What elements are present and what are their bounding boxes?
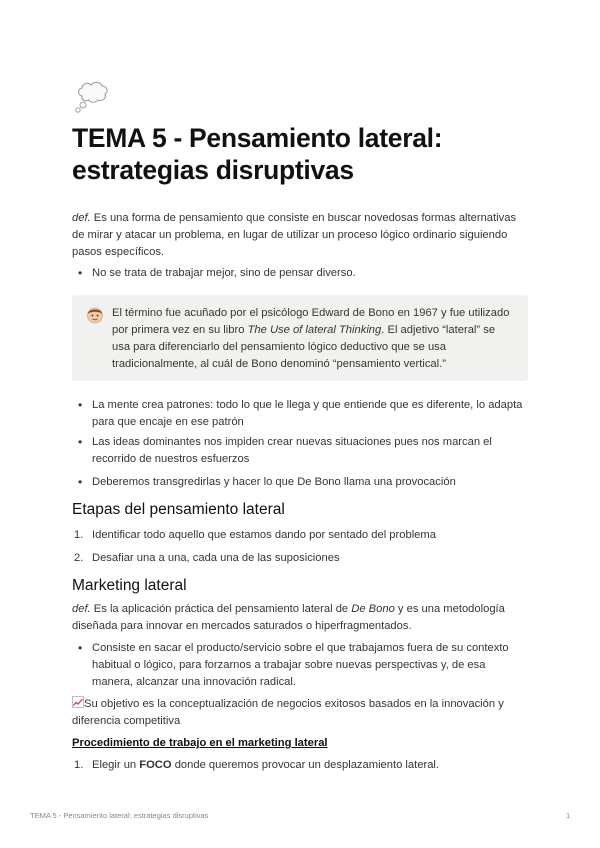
section-heading-etapas: Etapas del pensamiento lateral (72, 501, 285, 518)
bullet-text: La mente crea patrones: todo lo que le llega y que entiende que es diferente, lo adapta para que encaje en ese patrón (92, 399, 523, 428)
list-item (74, 640, 528, 691)
list-item (74, 474, 528, 491)
intro-paragraph (72, 210, 528, 261)
bullet-text: Las ideas dominantes nos impiden crear nuevas situaciones pues nos marcan el recorrido de nuestros esfuerzos (92, 436, 492, 465)
item-text: Identificar todo aquello que estamos dando por sentado del problema (92, 529, 436, 541)
item-text: donde queremos provocar un desplazamiento lateral. (171, 759, 440, 771)
callout-text (112, 305, 516, 373)
callout-box (72, 295, 528, 381)
numbered-item (74, 757, 528, 774)
def-label: def. (72, 603, 91, 615)
bullet-dot: • (78, 266, 83, 280)
objective-paragraph (72, 696, 528, 730)
bullet-text: Consiste en sacar el producto/servicio sobre el que trabajamos fuera de su contexto habitual o lógico, para forzarnos a trabajar sobre nuevas perspectivas y, de esa manera, alcanzar una innovación radical. (92, 642, 509, 688)
list-item (74, 265, 528, 282)
bullet-dot: • (78, 435, 83, 449)
item-bold-text: FOCO (139, 759, 172, 771)
numbered-item (74, 527, 528, 544)
thought-balloon-icon (72, 80, 112, 114)
list-item (74, 434, 528, 468)
item-text: Desafiar una a una, cada una de las suposiciones (92, 552, 340, 564)
bullet-dot: • (78, 475, 83, 489)
list-item (74, 397, 528, 431)
bullet-text: Deberemos transgredirlas y hacer lo que De Bono llama una provocación (92, 476, 456, 488)
section-heading-marketing: Marketing lateral (72, 577, 187, 594)
objective-text: Su objetivo es la conceptualización de negocios exitosos basados en la innovación y diferencia competitiva (72, 698, 504, 727)
callout-text-part: . El adjetivo “lateral” se usa para diferenciarlo del pensamiento lógico deductivo que se usa tradicionalmente, al cuál de Bono denominó “pensamiento vertical.” (112, 324, 496, 370)
definition-text: y es una metodología diseñada para innovar en mercados saturados o hiperfragmentados. (72, 603, 505, 632)
author-name: De Bono (351, 603, 395, 615)
numbered-item (74, 550, 528, 567)
man-face-icon (86, 306, 104, 324)
item-number: 1. (74, 529, 84, 541)
item-number: 1. (74, 759, 84, 771)
footer-title: TEMA 5 - Pensamiento lateral: estrategias disruptivas (30, 811, 209, 820)
bullet-dot: • (78, 641, 83, 655)
bullet-text: No se trata de trabajar mejor, sino de pensar diverso. (92, 267, 356, 279)
intro-text: Es una forma de pensamiento que consiste en buscar novedosas formas alternativas de mirar y atacar un problema, en lugar de utilizar un proceso lógico ordinario siguiendo pasos específicos. (72, 212, 517, 258)
bullet-dot: • (78, 398, 83, 412)
page-number: 1 (566, 811, 571, 820)
book-title: The Use of lateral Thinking (247, 324, 382, 336)
page-title: TEMA 5 - Pensamiento lateral: estrategias disruptivas (72, 123, 443, 185)
item-text: Elegir un (92, 759, 140, 771)
procedure-heading: Procedimiento de trabajo en el marketing lateral (72, 737, 328, 749)
chart-increasing-icon (72, 696, 84, 708)
marketing-definition (72, 601, 528, 635)
callout-text-part: El término fue acuñado por el psicólogo Edward de Bono en 1967 y fue utilizado por primera vez en su libro (112, 307, 510, 336)
def-label: def. (72, 212, 91, 224)
definition-text: Es la aplicación práctica del pensamiento lateral de (90, 603, 352, 615)
item-number: 2. (74, 552, 84, 564)
